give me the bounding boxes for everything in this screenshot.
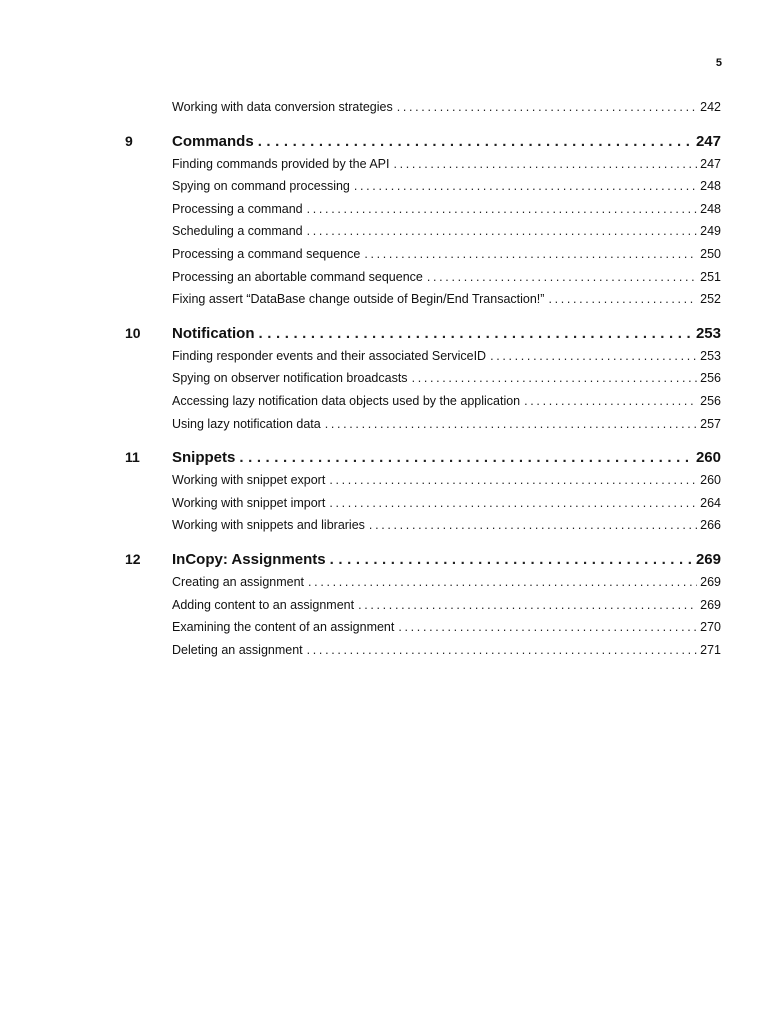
chapter-title: InCopy: Assignments <box>172 550 326 568</box>
toc-entry-title: Creating an assignment <box>172 574 305 589</box>
dot-leader <box>398 616 697 639</box>
toc-entry-title: Working with data conversion strategies <box>172 100 393 114</box>
dot-leader <box>393 153 697 176</box>
chapter-number: 12 <box>125 550 141 567</box>
dot-leader <box>308 571 697 594</box>
toc-entry-title: Examining the content of an assignment <box>172 620 395 635</box>
toc-entry-title: Deleting an assignment <box>172 642 303 657</box>
chapter-heading[interactable] <box>125 547 721 571</box>
dot-leader <box>258 130 693 153</box>
dot-leader <box>307 220 698 243</box>
toc-entry-page: 242 <box>700 100 721 114</box>
chapter-page: 260 <box>695 449 721 467</box>
chapter-number: 10 <box>125 324 141 341</box>
toc-entry[interactable] <box>125 571 721 594</box>
toc-entry-page: 269 <box>700 574 721 589</box>
dot-leader <box>490 345 697 368</box>
chapter-page: 269 <box>695 550 721 568</box>
toc-entry-page: 248 <box>700 179 721 194</box>
toc-entry-title: Spying on command processing <box>172 179 350 194</box>
toc-entry-page: 252 <box>700 292 721 307</box>
chapter-title: Commands <box>172 132 254 150</box>
toc-entry-page: 271 <box>700 642 721 657</box>
dot-leader <box>524 390 697 413</box>
toc-entry[interactable] <box>125 367 721 390</box>
toc-entry-page: 266 <box>700 518 721 533</box>
toc-entry-page: 251 <box>700 269 721 284</box>
toc-entry[interactable] <box>125 288 721 311</box>
dot-leader <box>397 96 697 119</box>
toc-entry-page: 260 <box>700 473 721 488</box>
toc-entry[interactable] <box>125 492 721 515</box>
page-number: 5 <box>715 57 722 69</box>
toc-entry-page: 256 <box>700 393 721 408</box>
toc-entry[interactable] <box>125 175 721 198</box>
dot-leader <box>548 288 697 311</box>
toc-entry-title: Adding content to an assignment <box>172 597 355 612</box>
toc-entry[interactable] <box>125 345 721 368</box>
toc-entry-page: 270 <box>700 620 721 635</box>
toc-entry-page: 253 <box>700 348 721 363</box>
toc-entry[interactable] <box>125 594 721 617</box>
chapter-number: 9 <box>125 132 133 149</box>
toc-entry[interactable] <box>125 243 721 266</box>
toc-entry[interactable] <box>125 390 721 413</box>
dot-leader <box>307 639 698 662</box>
toc-entry-title: Scheduling a command <box>172 224 303 239</box>
chapter-heading[interactable] <box>125 321 721 345</box>
toc-entry-title: Processing a command <box>172 201 303 216</box>
toc-entry[interactable] <box>125 96 721 119</box>
toc-entry[interactable] <box>125 198 721 221</box>
toc-entry-title: Working with snippets and libraries <box>172 518 365 533</box>
dot-leader <box>329 492 697 515</box>
dot-leader <box>329 469 697 492</box>
dot-leader <box>354 175 697 198</box>
dot-leader <box>330 548 693 571</box>
toc-entry-title: Working with snippet export <box>172 473 326 488</box>
toc-entry[interactable] <box>125 413 721 436</box>
toc-entry[interactable] <box>125 266 721 289</box>
dot-leader <box>259 322 693 345</box>
chapter-title: Notification <box>172 324 255 342</box>
toc-entry[interactable] <box>125 639 721 662</box>
toc-entry-title: Processing an abortable command sequence <box>172 269 423 284</box>
toc-entry-title: Processing a command sequence <box>172 246 361 261</box>
toc-entry-page: 250 <box>700 246 721 261</box>
dot-leader <box>239 446 693 469</box>
dot-leader <box>412 367 698 390</box>
chapter-page: 247 <box>695 132 721 150</box>
dot-leader <box>427 266 697 289</box>
toc-entry-page: 249 <box>700 224 721 239</box>
toc-entry-page: 247 <box>700 156 721 171</box>
toc-entry-page: 248 <box>700 201 721 216</box>
toc-entry-page: 269 <box>700 597 721 612</box>
toc-entry-title: Fixing assert “DataBase change outside of Begin/End Transaction!” <box>172 292 545 307</box>
toc-entry-title: Using lazy notification data <box>172 416 321 431</box>
toc-entry-title: Spying on observer notification broadcasts <box>172 371 408 386</box>
toc-entry[interactable] <box>125 469 721 492</box>
toc-entry-title: Accessing lazy notification data objects used by the application <box>172 393 521 408</box>
chapter-number: 11 <box>125 449 140 466</box>
toc-entry-title: Working with snippet import <box>172 495 326 510</box>
toc-entry[interactable] <box>125 220 721 243</box>
toc-entry-page: 264 <box>700 495 721 510</box>
toc-entry[interactable] <box>125 616 721 639</box>
dot-leader <box>358 594 697 617</box>
toc-entry[interactable] <box>125 514 721 537</box>
chapter-heading[interactable] <box>125 445 721 469</box>
chapter-title: Snippets <box>172 449 236 467</box>
toc-entry-page: 257 <box>700 416 721 431</box>
table-of-contents <box>125 96 721 661</box>
dot-leader <box>307 198 698 221</box>
dot-leader <box>364 243 697 266</box>
toc-entry-title: Finding commands provided by the API <box>172 156 390 171</box>
dot-leader <box>325 413 697 436</box>
chapter-page: 253 <box>695 324 721 342</box>
chapter-heading[interactable] <box>125 129 721 153</box>
dot-leader <box>369 514 697 537</box>
toc-entry[interactable] <box>125 153 721 176</box>
toc-entry-page: 256 <box>700 371 721 386</box>
toc-entry-title: Finding responder events and their associated ServiceID <box>172 348 487 363</box>
